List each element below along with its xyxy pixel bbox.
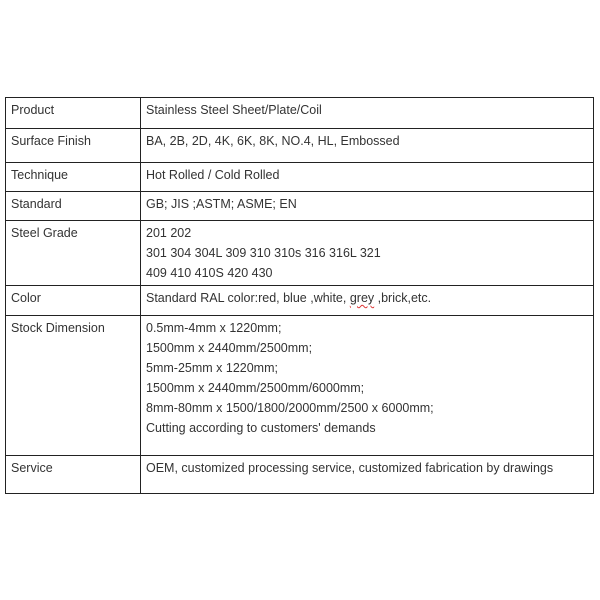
table-row-steel-grade xyxy=(6,221,594,286)
value-line xyxy=(146,288,589,308)
value-line: 1500mm x 2440mm/2500mm/6000mm; xyxy=(146,381,365,395)
value-line: GB; JIS ;ASTM; ASME; EN xyxy=(146,197,297,211)
value-line: 409 410 410S 420 430 xyxy=(146,266,273,280)
label-color: Color xyxy=(6,286,141,316)
table-row-technique xyxy=(6,163,594,192)
value-service xyxy=(141,456,594,494)
table-row-service xyxy=(6,456,594,494)
table-row-product xyxy=(6,98,594,129)
value-color xyxy=(141,286,594,316)
label-product: Product xyxy=(6,98,141,129)
table-row-color xyxy=(6,286,594,316)
table-row-stock-dimension xyxy=(6,316,594,456)
value-line: 301 304 304L 309 310 310s 316 316L 321 xyxy=(146,246,381,260)
value-line: Hot Rolled / Cold Rolled xyxy=(146,168,280,182)
value-line: Stainless Steel Sheet/Plate/Coil xyxy=(146,103,322,117)
value-steel-grade xyxy=(141,221,594,286)
value-technique xyxy=(141,163,594,192)
spellcheck-word: grey xyxy=(349,291,375,305)
value-line: 1500mm x 2440mm/2500mm; xyxy=(146,341,313,355)
value-line: 0.5mm-4mm x 1220mm; xyxy=(146,321,282,335)
value-line: 8mm-80mm x 1500/1800/2000mm/2500 x 6000mm; xyxy=(146,401,434,415)
product-spec-table xyxy=(5,97,594,494)
color-text-end: ,brick,etc. xyxy=(374,291,432,305)
value-surface-finish xyxy=(141,129,594,163)
value-standard xyxy=(141,192,594,221)
value-product xyxy=(141,98,594,129)
label-steel-grade: Steel Grade xyxy=(6,221,141,286)
value-line: 5mm-25mm x 1220mm; xyxy=(146,361,278,375)
value-line: 201 202 xyxy=(146,226,192,240)
value-line: Cutting according to customers' demands xyxy=(146,421,376,435)
value-line: OEM, customized processing service, customized fabrication by drawings xyxy=(146,461,554,475)
label-surface-finish: Surface Finish xyxy=(6,129,141,163)
table-row-surface-finish xyxy=(6,129,594,163)
value-stock-dimension xyxy=(141,316,594,456)
label-technique: Technique xyxy=(6,163,141,192)
value-line: BA, 2B, 2D, 4K, 6K, 8K, NO.4, HL, Embossed xyxy=(146,134,400,148)
table-row-standard xyxy=(6,192,594,221)
label-stock-dimension: Stock Dimension xyxy=(6,316,141,456)
label-standard: Standard xyxy=(6,192,141,221)
color-text-start: Standard RAL color:red, blue ,white, xyxy=(146,291,350,305)
label-service: Service xyxy=(6,456,141,494)
